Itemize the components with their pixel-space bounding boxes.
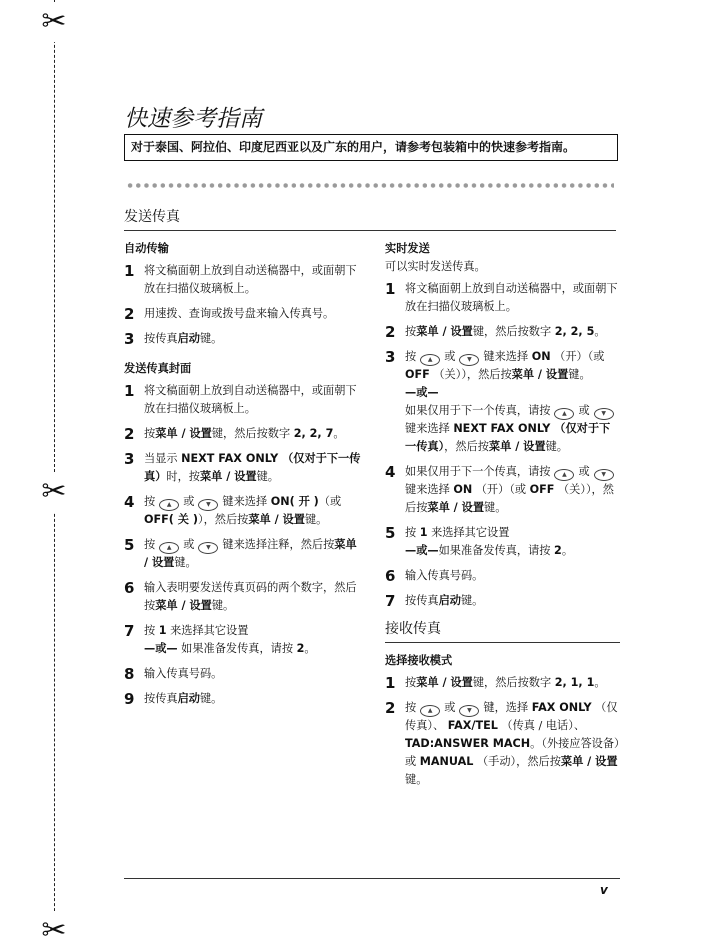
down-key-icon: ▼ xyxy=(459,354,479,366)
step: 6 输入传真号码。 xyxy=(385,567,484,585)
step: 5 按 1 来选择其它设置 —或—如果准备发传真，请按 2。 xyxy=(385,524,574,557)
page-number: v xyxy=(600,883,608,897)
step: 1 将文稿面朝上放到自动送稿器中，或面朝下放在扫描仪玻璃板上。 xyxy=(124,382,357,415)
down-key-icon: ▼ xyxy=(198,499,218,511)
step: 1 将文稿面朝上放到自动送稿器中，或面朝下放在扫描仪玻璃板上。 xyxy=(385,280,618,313)
scissors-icon: ✂ xyxy=(38,2,70,42)
step: 7 按 1 来选择其它设置 —或— 如果准备发传真，请按 2。 xyxy=(124,622,316,655)
step: 3 按 ▲ 或 ▼ 键来选择 ON （开）（或 OFF （关）），然后按菜单 / 设置键。 —或— 如果仅用于下一个传真，请按 ▲ 或 ▼键来选择 NEXT FAX ONLY （仅对于下一传真），然后按菜单 / 设置键。 xyxy=(385,348,620,456)
step: 9 按传真启动键。 xyxy=(124,690,223,708)
down-key-icon: ▼ xyxy=(198,542,218,554)
realtime-description: 可以实时发送传真。 xyxy=(385,260,486,273)
step: 3 当显示 NEXT FAX ONLY （仅对于下一传真）时，按菜单 / 设置键。 xyxy=(124,450,361,483)
step: 2 按 ▲ 或 ▼ 键，选择 FAX ONLY （仅传真）、 FAX/TEL （传真 / 电话）、 TAD:ANSWER MACH。（外接应答设备）或 MANUAL （手动），然后按菜单 / 设置键。 xyxy=(385,699,620,786)
step: 3 按传真启动键。 xyxy=(124,330,223,348)
up-key-icon: ▲ xyxy=(159,542,179,554)
step: 1 将文稿面朝上放到自动送稿器中，或面朝下放在扫描仪玻璃板上。 xyxy=(124,262,357,295)
up-key-icon: ▲ xyxy=(554,408,574,420)
left-column xyxy=(124,240,364,715)
subheading-receive-mode: 选择接收模式 xyxy=(385,654,453,667)
page-title: 快速参考指南 xyxy=(124,106,262,132)
subheading-realtime: 实时发送 xyxy=(385,242,430,255)
scissors-icon: ✂ xyxy=(38,472,70,512)
step: 2 用速拨、查询或拨号盘来输入传真号。 xyxy=(124,305,335,323)
down-key-icon: ▼ xyxy=(594,408,614,420)
step: 4 按 ▲ 或 ▼ 键来选择 ON( 开 )（或 OFF( 关 )），然后按菜单 / 设置键。 xyxy=(124,493,342,526)
step: 5 按 ▲ 或 ▼ 键来选择注释，然后按菜单 / 设置键。 xyxy=(124,536,357,569)
subheading-cover: 发送传真封面 xyxy=(124,362,192,375)
down-key-icon: ▼ xyxy=(459,705,479,717)
section-send-fax: 发送传真 xyxy=(124,206,180,226)
step: 2 按菜单 / 设置键，然后按数字 2, 2, 7。 xyxy=(124,425,345,443)
step: 8 输入传真号码。 xyxy=(124,665,223,683)
up-key-icon: ▲ xyxy=(420,705,440,717)
right-column xyxy=(385,240,620,796)
scissors-icon: ✂ xyxy=(38,911,70,951)
down-key-icon: ▼ xyxy=(594,469,614,481)
section-receive-fax: 接收传真 xyxy=(385,620,620,638)
up-key-icon: ▲ xyxy=(159,499,179,511)
notice-box: 对于泰国、阿拉伯、印度尼西亚以及广东的用户，请参考包装箱中的快速参考指南。 xyxy=(124,134,618,161)
dotted-divider xyxy=(126,183,614,188)
step: 1 按菜单 / 设置键，然后按数字 2, 1, 1。 xyxy=(385,674,606,692)
subheading-auto: 自动传输 xyxy=(124,242,169,255)
up-key-icon: ▲ xyxy=(554,469,574,481)
step: 2 按菜单 / 设置键，然后按数字 2, 2, 5。 xyxy=(385,323,606,341)
step: 7 按传真启动键。 xyxy=(385,592,484,610)
step: 4 如果仅用于下一个传真，请按 ▲ 或 ▼键来选择 ON （开）（或 OFF （关）），然后按菜单 / 设置键。 xyxy=(385,463,614,514)
footer-rule xyxy=(124,878,620,879)
step: 6 输入表明要发送传真页码的两个数字，然后按菜单 / 设置键。 xyxy=(124,579,357,612)
up-key-icon: ▲ xyxy=(420,354,440,366)
